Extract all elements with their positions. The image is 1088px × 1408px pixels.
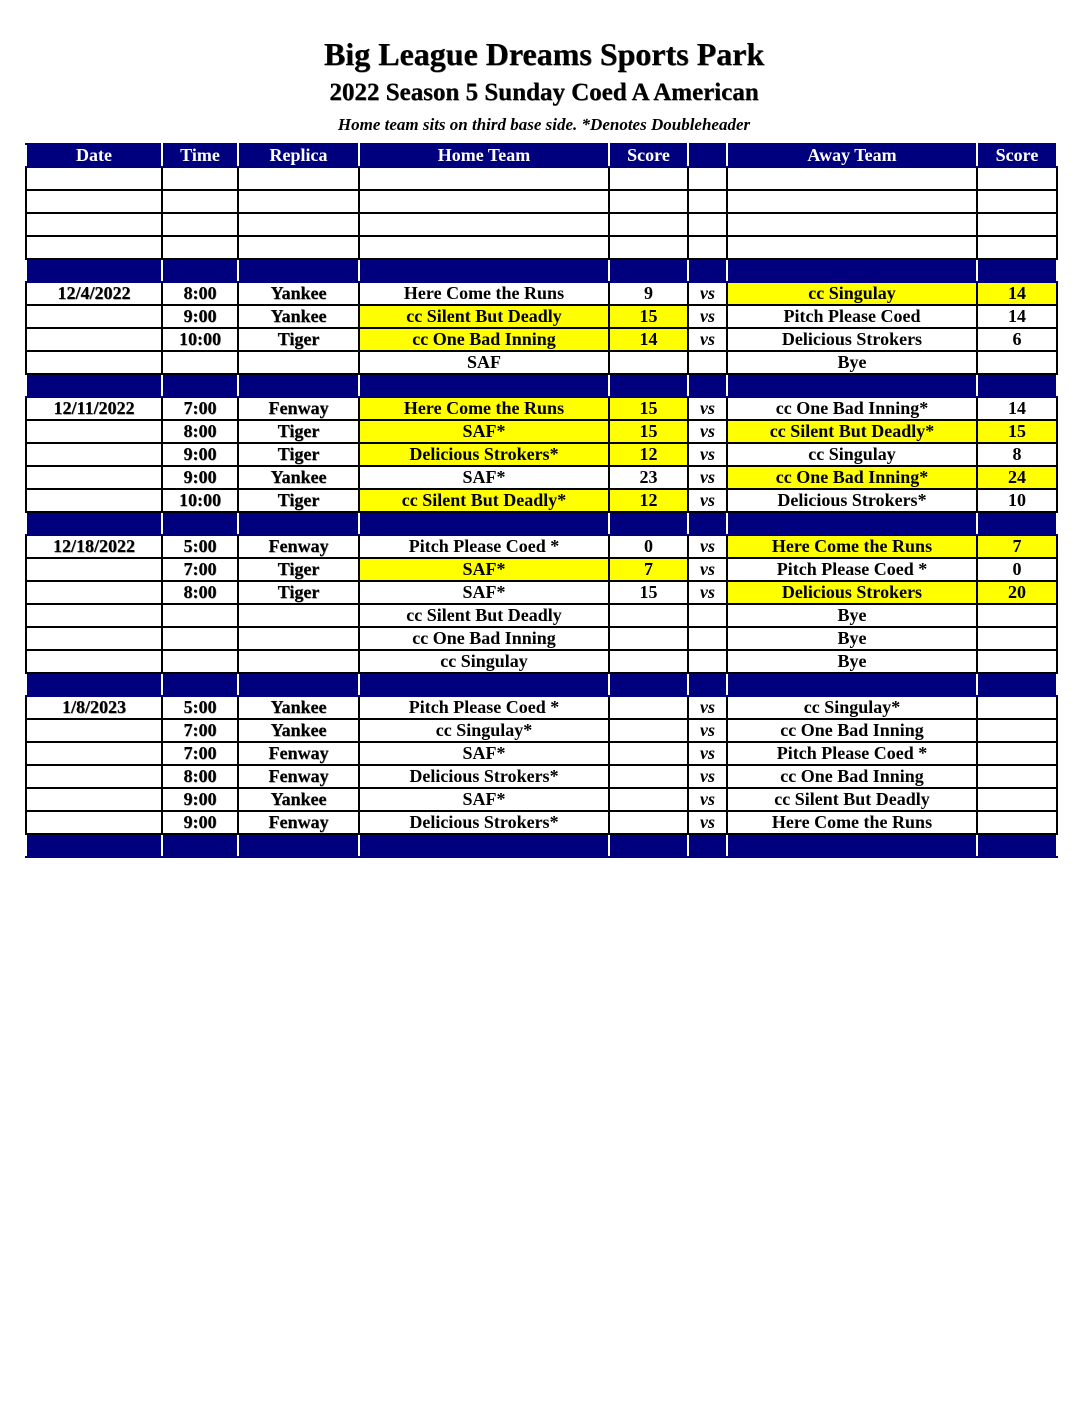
date-cell (26, 512, 162, 535)
date-cell (26, 443, 162, 466)
home-score-cell (609, 696, 688, 719)
away-score-cell: 0 (977, 558, 1057, 581)
vs-cell (688, 604, 727, 627)
replica-cell: Tiger (238, 443, 359, 466)
home-score-cell: 0 (609, 535, 688, 558)
date-cell: 12/4/2022 (26, 282, 162, 305)
time-cell: 7:00 (162, 558, 238, 581)
replica-cell: Yankee (238, 305, 359, 328)
vs-cell: vs (688, 535, 727, 558)
home-score-cell (609, 351, 688, 374)
home-score-cell (609, 742, 688, 765)
vs-cell: vs (688, 811, 727, 834)
away-score-cell: 20 (977, 581, 1057, 604)
date-cell (26, 374, 162, 397)
time-cell: 5:00 (162, 535, 238, 558)
away-team-cell: Pitch Please Coed (727, 305, 977, 328)
home-team-cell (359, 190, 609, 213)
date-cell (26, 811, 162, 834)
away-team-cell (727, 167, 977, 190)
away-score-cell (977, 627, 1057, 650)
home-score-cell (609, 765, 688, 788)
away-score-cell (977, 236, 1057, 259)
away-score-cell (977, 788, 1057, 811)
replica-cell: Fenway (238, 397, 359, 420)
replica-cell (238, 190, 359, 213)
vs-cell: vs (688, 696, 727, 719)
home-score-cell (609, 167, 688, 190)
replica-cell: Fenway (238, 811, 359, 834)
vs-cell: vs (688, 305, 727, 328)
col-header-home-score: Score (609, 144, 688, 167)
replica-cell (238, 673, 359, 696)
week-separator-row (26, 512, 1057, 535)
replica-cell: Yankee (238, 282, 359, 305)
schedule-table (25, 143, 1058, 858)
page-title: Big League Dreams Sports Park (323, 36, 765, 72)
away-team-cell: cc One Bad Inning* (727, 397, 977, 420)
table-row (26, 719, 1057, 742)
home-team-cell: cc One Bad Inning (359, 627, 609, 650)
replica-cell: Yankee (238, 696, 359, 719)
home-score-cell: 15 (609, 397, 688, 420)
vs-cell (688, 512, 727, 535)
away-score-cell (977, 259, 1057, 282)
page-subtitle: 2022 Season 5 Sunday Coed A American (329, 79, 759, 106)
away-team-cell: Pitch Please Coed * (727, 742, 977, 765)
vs-cell: vs (688, 581, 727, 604)
vs-cell (688, 259, 727, 282)
away-team-cell: Here Come the Runs (727, 811, 977, 834)
date-cell (26, 581, 162, 604)
home-team-cell: cc Silent But Deadly (359, 305, 609, 328)
vs-cell (688, 650, 727, 673)
time-cell: 9:00 (162, 788, 238, 811)
away-score-cell: 15 (977, 420, 1057, 443)
time-cell: 7:00 (162, 742, 238, 765)
time-cell: 7:00 (162, 719, 238, 742)
time-cell: 10:00 (162, 489, 238, 512)
date-cell (26, 305, 162, 328)
date-cell (26, 259, 162, 282)
vs-cell: vs (688, 558, 727, 581)
replica-cell (238, 650, 359, 673)
away-team-cell: cc One Bad Inning (727, 719, 977, 742)
home-team-cell: Pitch Please Coed * (359, 535, 609, 558)
replica-cell: Fenway (238, 535, 359, 558)
home-score-cell (609, 236, 688, 259)
time-cell (162, 167, 238, 190)
home-score-cell (609, 213, 688, 236)
home-team-cell: Delicious Strokers* (359, 443, 609, 466)
time-cell: 8:00 (162, 282, 238, 305)
date-cell (26, 236, 162, 259)
away-team-cell: Bye (727, 604, 977, 627)
replica-cell (238, 351, 359, 374)
col-header-home-team: Home Team (359, 144, 609, 167)
replica-cell: Tiger (238, 328, 359, 351)
away-team-cell (727, 259, 977, 282)
home-team-cell (359, 167, 609, 190)
home-team-cell: cc Singulay* (359, 719, 609, 742)
away-team-cell: Delicious Strokers* (727, 489, 977, 512)
date-cell (26, 466, 162, 489)
home-score-cell: 7 (609, 558, 688, 581)
replica-cell: Tiger (238, 558, 359, 581)
time-cell: 5:00 (162, 696, 238, 719)
vs-cell: vs (688, 328, 727, 351)
home-team-cell: cc Singulay (359, 650, 609, 673)
home-score-cell (609, 627, 688, 650)
replica-cell: Fenway (238, 765, 359, 788)
home-score-cell (609, 811, 688, 834)
date-cell (26, 765, 162, 788)
table-row (26, 489, 1057, 512)
vs-cell: vs (688, 397, 727, 420)
week-separator-row (26, 259, 1057, 282)
away-team-cell: cc Silent But Deadly (727, 788, 977, 811)
away-score-cell: 6 (977, 328, 1057, 351)
home-score-cell: 9 (609, 282, 688, 305)
vs-cell (688, 834, 727, 857)
away-score-cell (977, 190, 1057, 213)
home-score-cell: 23 (609, 466, 688, 489)
table-row (26, 650, 1057, 673)
col-header-date: Date (26, 144, 162, 167)
date-cell (26, 742, 162, 765)
table-row (26, 351, 1057, 374)
empty-row (26, 190, 1057, 213)
away-score-cell (977, 834, 1057, 857)
away-team-cell (727, 236, 977, 259)
home-team-cell: SAF* (359, 558, 609, 581)
home-team-cell: cc One Bad Inning (359, 328, 609, 351)
date-cell (26, 650, 162, 673)
home-team-cell (359, 259, 609, 282)
home-team-cell: SAF (359, 351, 609, 374)
replica-cell: Yankee (238, 719, 359, 742)
vs-cell: vs (688, 742, 727, 765)
away-score-cell: 10 (977, 489, 1057, 512)
date-cell (26, 627, 162, 650)
replica-cell (238, 834, 359, 857)
time-cell: 8:00 (162, 581, 238, 604)
replica-cell (238, 259, 359, 282)
vs-cell: vs (688, 466, 727, 489)
header-note: Home team sits on third base side. *Denotes Doubleheader (337, 115, 751, 134)
time-cell (162, 834, 238, 857)
week-separator-row (26, 374, 1057, 397)
away-score-cell (977, 765, 1057, 788)
col-header-replica: Replica (238, 144, 359, 167)
home-team-cell (359, 213, 609, 236)
away-team-cell: cc Singulay (727, 282, 977, 305)
away-team-cell (727, 512, 977, 535)
time-cell: 9:00 (162, 811, 238, 834)
away-team-cell (727, 374, 977, 397)
home-score-cell: 14 (609, 328, 688, 351)
vs-cell: vs (688, 765, 727, 788)
table-row (26, 765, 1057, 788)
away-score-cell (977, 604, 1057, 627)
date-cell (26, 719, 162, 742)
home-score-cell: 15 (609, 305, 688, 328)
home-score-cell (609, 834, 688, 857)
away-team-cell: Bye (727, 627, 977, 650)
time-cell: 7:00 (162, 397, 238, 420)
date-cell: 12/11/2022 (26, 397, 162, 420)
date-cell (26, 489, 162, 512)
home-score-cell: 15 (609, 420, 688, 443)
time-cell (162, 673, 238, 696)
time-cell: 8:00 (162, 765, 238, 788)
date-cell: 12/18/2022 (26, 535, 162, 558)
away-team-cell: cc One Bad Inning* (727, 466, 977, 489)
home-score-cell (609, 604, 688, 627)
col-header-away-score: Score (977, 144, 1057, 167)
date-cell (26, 167, 162, 190)
vs-cell: vs (688, 443, 727, 466)
away-score-cell (977, 673, 1057, 696)
col-header-vs (688, 144, 727, 167)
replica-cell (238, 213, 359, 236)
table-row (26, 788, 1057, 811)
replica-cell (238, 167, 359, 190)
table-row (26, 696, 1057, 719)
home-score-cell (609, 190, 688, 213)
away-score-cell: 7 (977, 535, 1057, 558)
away-team-cell: cc Singulay* (727, 696, 977, 719)
table-header-row (26, 144, 1057, 167)
time-cell (162, 190, 238, 213)
home-team-cell (359, 834, 609, 857)
home-team-cell: Delicious Strokers* (359, 811, 609, 834)
vs-cell (688, 374, 727, 397)
table-row (26, 305, 1057, 328)
replica-cell (238, 604, 359, 627)
table-row (26, 581, 1057, 604)
table-row (26, 535, 1057, 558)
replica-cell: Tiger (238, 420, 359, 443)
away-score-cell: 14 (977, 305, 1057, 328)
away-team-cell: Pitch Please Coed * (727, 558, 977, 581)
date-cell (26, 328, 162, 351)
replica-cell (238, 236, 359, 259)
away-score-cell: 8 (977, 443, 1057, 466)
home-team-cell: SAF* (359, 788, 609, 811)
table-row (26, 397, 1057, 420)
schedule-body (26, 167, 1057, 857)
away-score-cell (977, 167, 1057, 190)
vs-cell: vs (688, 719, 727, 742)
away-score-cell: 14 (977, 282, 1057, 305)
date-cell (26, 788, 162, 811)
week-separator-row (26, 834, 1057, 857)
table-row (26, 558, 1057, 581)
vs-cell (688, 213, 727, 236)
away-score-cell (977, 213, 1057, 236)
away-team-cell: Bye (727, 351, 977, 374)
time-cell (162, 213, 238, 236)
vs-cell (688, 673, 727, 696)
home-team-cell (359, 673, 609, 696)
date-cell (26, 834, 162, 857)
away-team-cell: Delicious Strokers (727, 581, 977, 604)
away-score-cell (977, 512, 1057, 535)
time-cell: 9:00 (162, 443, 238, 466)
home-team-cell: Delicious Strokers* (359, 765, 609, 788)
home-score-cell (609, 719, 688, 742)
time-cell (162, 627, 238, 650)
time-cell: 10:00 (162, 328, 238, 351)
vs-cell: vs (688, 282, 727, 305)
away-team-cell: cc Singulay (727, 443, 977, 466)
table-row (26, 604, 1057, 627)
vs-cell (688, 190, 727, 213)
replica-cell: Yankee (238, 788, 359, 811)
home-team-cell: cc Silent But Deadly* (359, 489, 609, 512)
date-cell (26, 213, 162, 236)
time-cell (162, 374, 238, 397)
away-team-cell (727, 834, 977, 857)
home-team-cell: Here Come the Runs (359, 282, 609, 305)
home-score-cell: 15 (609, 581, 688, 604)
time-cell: 9:00 (162, 466, 238, 489)
home-team-cell: SAF* (359, 581, 609, 604)
away-team-cell: Delicious Strokers (727, 328, 977, 351)
time-cell (162, 650, 238, 673)
table-row (26, 466, 1057, 489)
home-score-cell (609, 673, 688, 696)
date-cell (26, 558, 162, 581)
vs-cell: vs (688, 788, 727, 811)
replica-cell: Fenway (238, 742, 359, 765)
col-header-time: Time (162, 144, 238, 167)
away-score-cell: 14 (977, 397, 1057, 420)
time-cell: 9:00 (162, 305, 238, 328)
away-team-cell (727, 673, 977, 696)
away-score-cell (977, 742, 1057, 765)
vs-cell: vs (688, 489, 727, 512)
week-separator-row (26, 673, 1057, 696)
time-cell (162, 512, 238, 535)
replica-cell (238, 627, 359, 650)
vs-cell (688, 351, 727, 374)
home-team-cell: Pitch Please Coed * (359, 696, 609, 719)
table-row (26, 811, 1057, 834)
away-team-cell (727, 190, 977, 213)
date-cell (26, 351, 162, 374)
away-score-cell: 24 (977, 466, 1057, 489)
replica-cell (238, 374, 359, 397)
replica-cell: Tiger (238, 581, 359, 604)
away-score-cell (977, 696, 1057, 719)
empty-row (26, 236, 1057, 259)
table-row (26, 627, 1057, 650)
home-score-cell (609, 374, 688, 397)
away-team-cell: cc Silent But Deadly* (727, 420, 977, 443)
home-score-cell (609, 650, 688, 673)
vs-cell (688, 627, 727, 650)
away-score-cell (977, 811, 1057, 834)
col-header-away-team: Away Team (727, 144, 977, 167)
home-score-cell: 12 (609, 489, 688, 512)
away-score-cell (977, 374, 1057, 397)
away-team-cell: Here Come the Runs (727, 535, 977, 558)
empty-row (26, 167, 1057, 190)
home-team-cell: SAF* (359, 420, 609, 443)
home-team-cell: cc Silent But Deadly (359, 604, 609, 627)
away-team-cell (727, 213, 977, 236)
home-team-cell (359, 236, 609, 259)
date-cell (26, 190, 162, 213)
table-row (26, 443, 1057, 466)
away-score-cell (977, 351, 1057, 374)
away-team-cell: cc One Bad Inning (727, 765, 977, 788)
time-cell: 8:00 (162, 420, 238, 443)
date-cell (26, 673, 162, 696)
home-score-cell (609, 259, 688, 282)
home-team-cell: SAF* (359, 466, 609, 489)
home-team-cell (359, 374, 609, 397)
replica-cell (238, 512, 359, 535)
date-cell (26, 604, 162, 627)
time-cell (162, 236, 238, 259)
time-cell (162, 351, 238, 374)
home-team-cell: SAF* (359, 742, 609, 765)
table-row (26, 742, 1057, 765)
vs-cell (688, 167, 727, 190)
table-row (26, 282, 1057, 305)
empty-row (26, 213, 1057, 236)
home-score-cell: 12 (609, 443, 688, 466)
vs-cell: vs (688, 420, 727, 443)
date-cell: 1/8/2023 (26, 696, 162, 719)
table-row (26, 420, 1057, 443)
home-team-cell (359, 512, 609, 535)
away-team-cell: Bye (727, 650, 977, 673)
home-score-cell (609, 512, 688, 535)
replica-cell: Yankee (238, 466, 359, 489)
home-team-cell: Here Come the Runs (359, 397, 609, 420)
away-score-cell (977, 719, 1057, 742)
replica-cell: Tiger (238, 489, 359, 512)
time-cell (162, 259, 238, 282)
vs-cell (688, 236, 727, 259)
home-score-cell (609, 788, 688, 811)
away-score-cell (977, 650, 1057, 673)
time-cell (162, 604, 238, 627)
table-row (26, 328, 1057, 351)
date-cell (26, 420, 162, 443)
